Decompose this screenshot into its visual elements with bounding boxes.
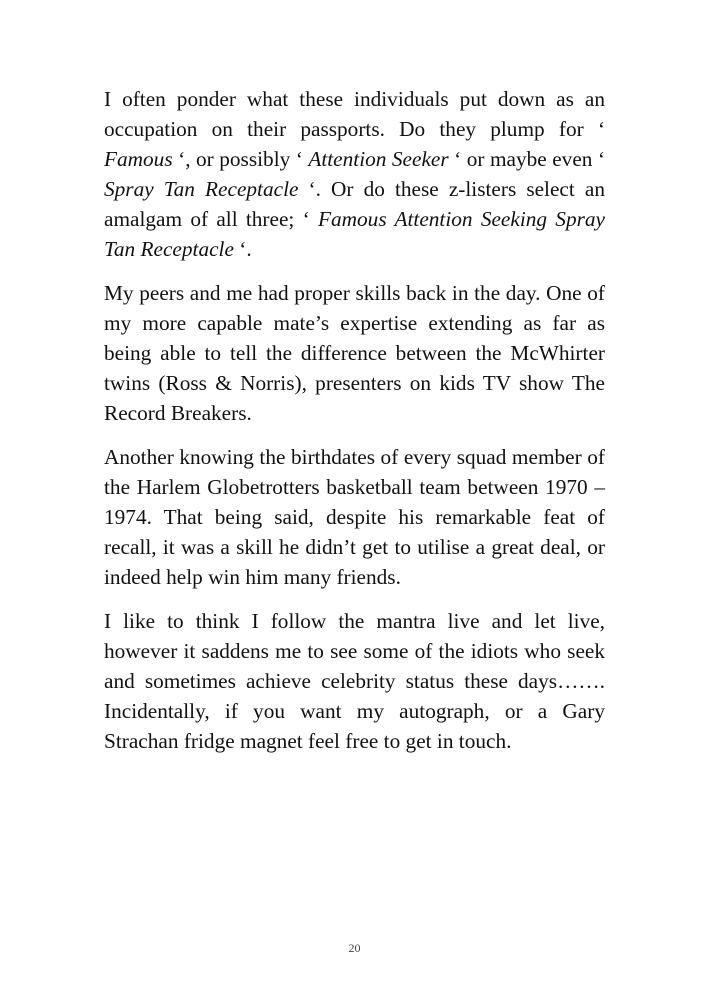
page-number: 20	[348, 941, 361, 955]
paragraph-3	[104, 442, 605, 592]
italic-phrase: Famous Attention Seeking Spray Tan Receptacle	[104, 207, 605, 261]
text-segment: ‘, or possibly ‘	[172, 147, 309, 171]
italic-phrase: Spray Tan Receptacle	[104, 177, 299, 201]
italic-phrase: Famous	[104, 147, 173, 171]
text-segment: ‘. Or do these z-listers select an amalgam of all three; ‘	[104, 177, 605, 231]
text-segment: Another knowing the birthdates of every squad member of the Harlem Globetrotters basketball team between 1970 – 1974. That being said, despite his remarkable feat of recall, it was a skill he didn’t get to utilise a great deal, or indeed help win him many friends.	[104, 445, 605, 589]
paragraph-2	[104, 278, 605, 428]
body-text	[104, 84, 605, 756]
text-segment: ‘ or maybe even ‘	[448, 147, 606, 171]
italic-phrase: Attention Seeker	[308, 147, 449, 171]
paragraph-4	[104, 606, 605, 756]
text-segment: I often ponder what these individuals put down as an occupation on their passports. Do they plump for ‘	[104, 87, 605, 141]
text-segment: ‘.	[233, 237, 252, 261]
paragraph-1	[104, 84, 605, 264]
text-segment: I like to think I follow the mantra live and let live, however it saddens me to see some of the idiots who seek and sometimes achieve celebrity status these days……. Incidentally, if you want my autograph, or a Gary Strachan fridge magnet feel free to get in touch.	[104, 609, 605, 753]
text-segment: My peers and me had proper skills back in the day. One of my more capable mate’s expertise extending as far as being able to tell the difference between the McWhirter twins (Ross & Norris), presenters on kids TV show The Record Breakers.	[104, 281, 605, 425]
